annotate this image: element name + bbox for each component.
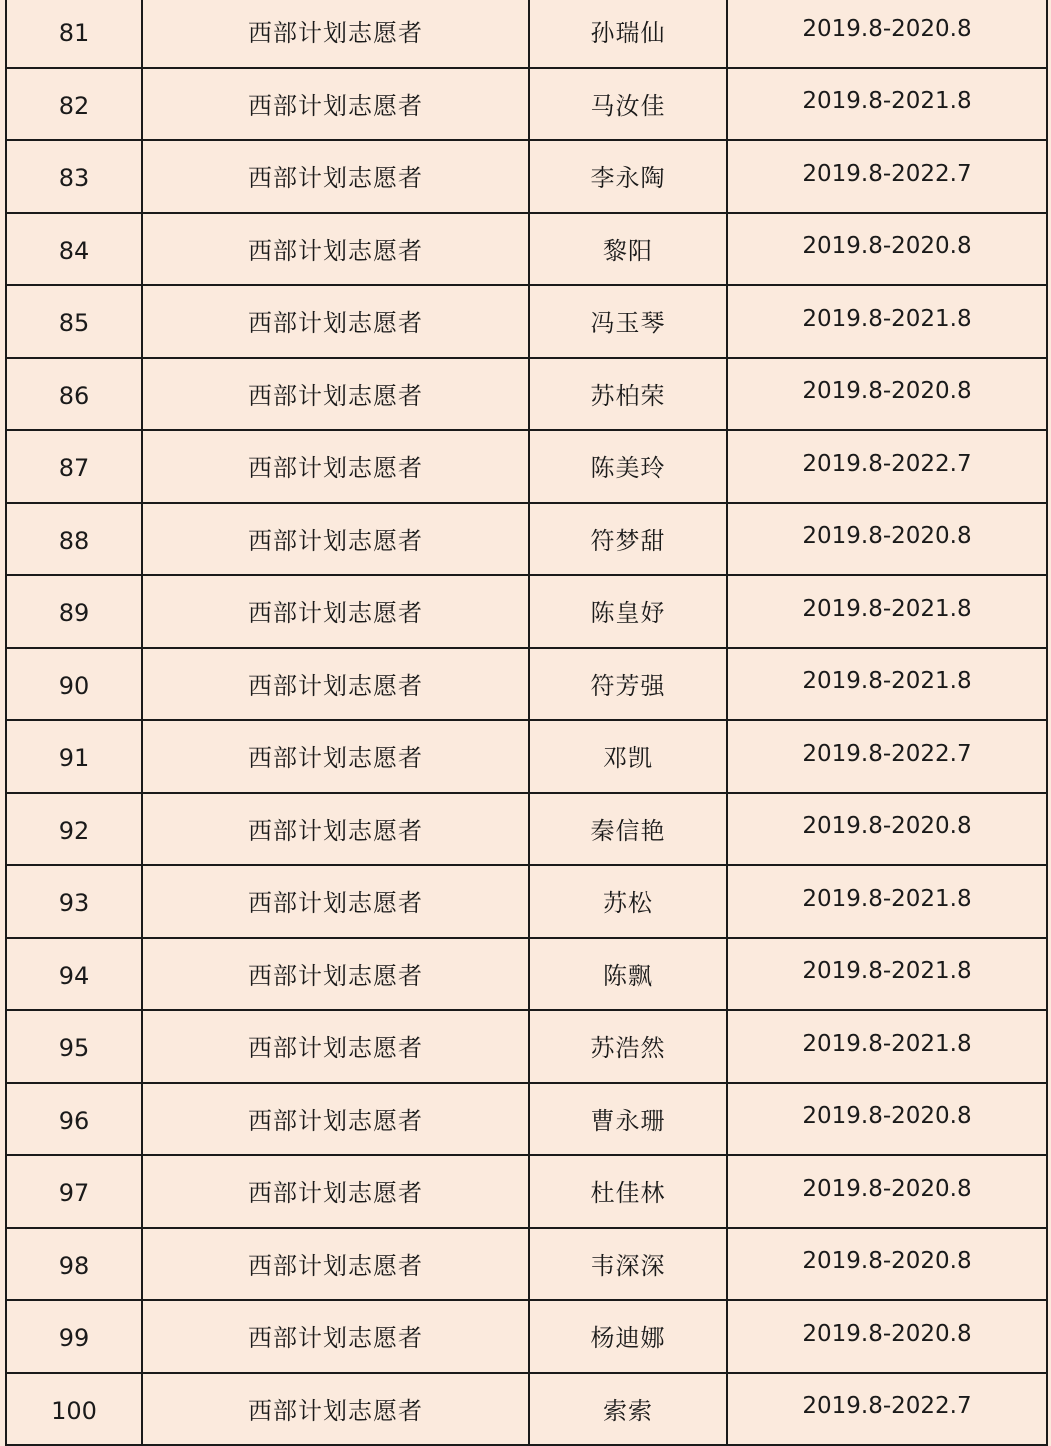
cell-name — [529, 68, 727, 141]
cell-number — [7, 793, 142, 866]
cell-name-text: 杨迪娜 — [590, 1324, 666, 1353]
cell-number-text: 91 — [58, 744, 90, 773]
cell-volunteer-type-text: 西部计划志愿者 — [248, 1179, 423, 1208]
cell-service-period — [727, 0, 1046, 68]
cell-service-period — [727, 1300, 1046, 1373]
cell-number — [7, 1083, 142, 1156]
cell-name — [529, 1300, 727, 1373]
cell-volunteer-type-text: 西部计划志愿者 — [248, 1034, 423, 1063]
cell-number — [7, 68, 142, 141]
cell-number — [7, 1228, 142, 1301]
cell-volunteer-type-text: 西部计划志愿者 — [248, 164, 423, 193]
cell-volunteer-type — [142, 358, 529, 431]
cell-volunteer-type-text: 西部计划志愿者 — [248, 816, 423, 845]
cell-number-text: 88 — [58, 526, 90, 555]
cell-number — [7, 1010, 142, 1083]
cell-service-period-text: 2019.8-2022.7 — [802, 160, 972, 187]
cell-number-text: 98 — [58, 1251, 90, 1280]
table-row — [7, 430, 1046, 503]
cell-number-text: 82 — [58, 91, 90, 120]
cell-number-text: 84 — [58, 236, 90, 265]
table-row — [7, 503, 1046, 576]
cell-volunteer-type — [142, 938, 529, 1011]
cell-volunteer-type — [142, 68, 529, 141]
cell-name-text: 曹永珊 — [590, 1106, 666, 1135]
cell-service-period-text: 2019.8-2020.8 — [802, 523, 972, 550]
table-row — [7, 213, 1046, 286]
cell-volunteer-type — [142, 0, 529, 68]
table-row — [7, 358, 1046, 431]
cell-volunteer-type-text: 西部计划志愿者 — [248, 599, 423, 628]
cell-volunteer-type-text: 西部计划志愿者 — [248, 744, 423, 773]
cell-service-period-text: 2019.8-2020.8 — [802, 378, 972, 405]
cell-volunteer-type — [142, 285, 529, 358]
cell-service-period-text: 2019.8-2021.8 — [802, 1030, 972, 1057]
cell-volunteer-type-text: 西部计划志愿者 — [248, 961, 423, 990]
cell-volunteer-type — [142, 213, 529, 286]
cell-name — [529, 430, 727, 503]
cell-service-period — [727, 1373, 1046, 1446]
cell-number-text: 87 — [58, 454, 90, 483]
cell-volunteer-type-text: 西部计划志愿者 — [248, 889, 423, 918]
cell-service-period-text: 2019.8-2020.8 — [802, 1103, 972, 1130]
cell-service-period-text: 2019.8-2022.7 — [802, 740, 972, 767]
cell-name-text: 陈皇妤 — [590, 599, 666, 628]
cell-number-text: 95 — [58, 1034, 90, 1063]
cell-number-text: 86 — [58, 381, 90, 410]
table-row — [7, 68, 1046, 141]
cell-volunteer-type-text: 西部计划志愿者 — [248, 19, 423, 48]
cell-name — [529, 648, 727, 721]
cell-number — [7, 430, 142, 503]
cell-name — [529, 140, 727, 213]
cell-number — [7, 358, 142, 431]
cell-service-period — [727, 1155, 1046, 1228]
cell-volunteer-type — [142, 648, 529, 721]
cell-name — [529, 358, 727, 431]
cell-name — [529, 865, 727, 938]
table-row — [7, 0, 1046, 68]
cell-service-period-text: 2019.8-2021.8 — [802, 668, 972, 695]
cell-name-text: 韦深深 — [590, 1251, 666, 1280]
cell-service-period-text: 2019.8-2020.8 — [802, 15, 972, 42]
cell-name-text: 苏浩然 — [590, 1034, 666, 1063]
cell-name-text: 苏松 — [603, 889, 653, 918]
cell-name-text: 马汝佳 — [590, 91, 666, 120]
cell-volunteer-type — [142, 1083, 529, 1156]
cell-volunteer-type — [142, 575, 529, 648]
cell-volunteer-type — [142, 1155, 529, 1228]
cell-service-period-text: 2019.8-2020.8 — [802, 1320, 972, 1347]
cell-name — [529, 575, 727, 648]
cell-volunteer-type-text: 西部计划志愿者 — [248, 236, 423, 265]
cell-service-period — [727, 285, 1046, 358]
cell-number-text: 96 — [58, 1106, 90, 1135]
cell-number — [7, 285, 142, 358]
table-row — [7, 720, 1046, 793]
cell-name-text: 苏柏荣 — [590, 381, 666, 410]
cell-number — [7, 1155, 142, 1228]
cell-volunteer-type-text: 西部计划志愿者 — [248, 1251, 423, 1280]
cell-volunteer-type-text: 西部计划志愿者 — [248, 1396, 423, 1425]
cell-service-period-text: 2019.8-2021.8 — [802, 305, 972, 332]
cell-number-text: 93 — [58, 889, 90, 918]
table-row — [7, 140, 1046, 213]
cell-name-text: 孙瑞仙 — [590, 19, 666, 48]
cell-volunteer-type-text: 西部计划志愿者 — [248, 1106, 423, 1135]
table-body — [7, 0, 1046, 1445]
cell-service-period — [727, 213, 1046, 286]
table-row — [7, 1228, 1046, 1301]
cell-service-period-text: 2019.8-2020.8 — [802, 1175, 972, 1202]
table-row — [7, 1083, 1046, 1156]
cell-service-period — [727, 1228, 1046, 1301]
cell-number-text: 97 — [58, 1179, 90, 1208]
cell-name — [529, 285, 727, 358]
cell-service-period — [727, 793, 1046, 866]
cell-number — [7, 213, 142, 286]
cell-number-text: 83 — [58, 164, 90, 193]
cell-service-period — [727, 503, 1046, 576]
cell-number — [7, 1300, 142, 1373]
cell-service-period — [727, 648, 1046, 721]
cell-number-text: 100 — [51, 1396, 97, 1425]
cell-service-period-text: 2019.8-2020.8 — [802, 233, 972, 260]
cell-name-text: 冯玉琴 — [590, 309, 666, 338]
cell-service-period — [727, 575, 1046, 648]
table-row — [7, 793, 1046, 866]
cell-number — [7, 648, 142, 721]
cell-name — [529, 503, 727, 576]
cell-name-text: 陈美玲 — [590, 454, 666, 483]
table-row — [7, 575, 1046, 648]
cell-name — [529, 1373, 727, 1446]
table-row — [7, 1300, 1046, 1373]
cell-name-text: 黎阳 — [603, 236, 653, 265]
cell-volunteer-type-text: 西部计划志愿者 — [248, 671, 423, 700]
cell-number-text: 99 — [58, 1324, 90, 1353]
cell-name-text: 邓凯 — [603, 744, 653, 773]
cell-volunteer-type — [142, 503, 529, 576]
cell-name — [529, 1155, 727, 1228]
cell-volunteer-type — [142, 140, 529, 213]
cell-volunteer-type-text: 西部计划志愿者 — [248, 91, 423, 120]
cell-volunteer-type — [142, 1010, 529, 1083]
cell-service-period — [727, 865, 1046, 938]
cell-volunteer-type — [142, 793, 529, 866]
cell-number-text: 94 — [58, 961, 90, 990]
table-row — [7, 938, 1046, 1011]
cell-name — [529, 720, 727, 793]
cell-name — [529, 793, 727, 866]
cell-volunteer-type — [142, 430, 529, 503]
cell-number-text: 85 — [58, 309, 90, 338]
cell-name-text: 索索 — [603, 1396, 653, 1425]
cell-service-period-text: 2019.8-2021.8 — [802, 88, 972, 115]
cell-volunteer-type — [142, 1373, 529, 1446]
cell-service-period — [727, 720, 1046, 793]
cell-service-period — [727, 1010, 1046, 1083]
cell-name — [529, 1010, 727, 1083]
cell-name-text: 杜佳林 — [590, 1179, 666, 1208]
table-row — [7, 1010, 1046, 1083]
cell-service-period-text: 2019.8-2020.8 — [802, 813, 972, 840]
cell-number — [7, 0, 142, 68]
cell-service-period — [727, 938, 1046, 1011]
cell-volunteer-type-text: 西部计划志愿者 — [248, 526, 423, 555]
cell-service-period — [727, 358, 1046, 431]
cell-name-text: 李永陶 — [590, 164, 666, 193]
cell-name — [529, 1083, 727, 1156]
cell-volunteer-type — [142, 720, 529, 793]
cell-name-text: 符梦甜 — [590, 526, 666, 555]
cell-name-text: 陈飘 — [603, 961, 653, 990]
table-row — [7, 1373, 1046, 1446]
cell-service-period — [727, 1083, 1046, 1156]
cell-name-text: 符芳强 — [590, 671, 666, 700]
cell-volunteer-type — [142, 865, 529, 938]
cell-name — [529, 1228, 727, 1301]
cell-number-text: 81 — [58, 19, 90, 48]
cell-volunteer-type — [142, 1228, 529, 1301]
cell-volunteer-type-text: 西部计划志愿者 — [248, 309, 423, 338]
cell-name-text: 秦信艳 — [590, 816, 666, 845]
cell-service-period — [727, 140, 1046, 213]
cell-number — [7, 503, 142, 576]
cell-volunteer-type-text: 西部计划志愿者 — [248, 381, 423, 410]
cell-service-period-text: 2019.8-2021.8 — [802, 885, 972, 912]
cell-number — [7, 140, 142, 213]
cell-number — [7, 575, 142, 648]
volunteer-table-grid — [7, 0, 1046, 1446]
cell-service-period-text: 2019.8-2020.8 — [802, 1248, 972, 1275]
cell-name — [529, 213, 727, 286]
cell-number — [7, 1373, 142, 1446]
cell-service-period — [727, 430, 1046, 503]
cell-service-period-text: 2019.8-2021.8 — [802, 958, 972, 985]
table-row — [7, 285, 1046, 358]
table-row — [7, 1155, 1046, 1228]
cell-name — [529, 0, 727, 68]
cell-volunteer-type-text: 西部计划志愿者 — [248, 1324, 423, 1353]
cell-number — [7, 938, 142, 1011]
cell-number — [7, 720, 142, 793]
cell-service-period-text: 2019.8-2021.8 — [802, 595, 972, 622]
cell-number-text: 92 — [58, 816, 90, 845]
cell-number-text: 89 — [58, 599, 90, 628]
table-row — [7, 648, 1046, 721]
cell-number — [7, 865, 142, 938]
table-row — [7, 865, 1046, 938]
cell-service-period — [727, 68, 1046, 141]
cell-service-period-text: 2019.8-2022.7 — [802, 1393, 972, 1420]
cell-volunteer-type — [142, 1300, 529, 1373]
cell-number-text: 90 — [58, 671, 90, 700]
cell-service-period-text: 2019.8-2022.7 — [802, 450, 972, 477]
cell-name — [529, 938, 727, 1011]
volunteer-table — [5, 0, 1048, 1446]
cell-volunteer-type-text: 西部计划志愿者 — [248, 454, 423, 483]
